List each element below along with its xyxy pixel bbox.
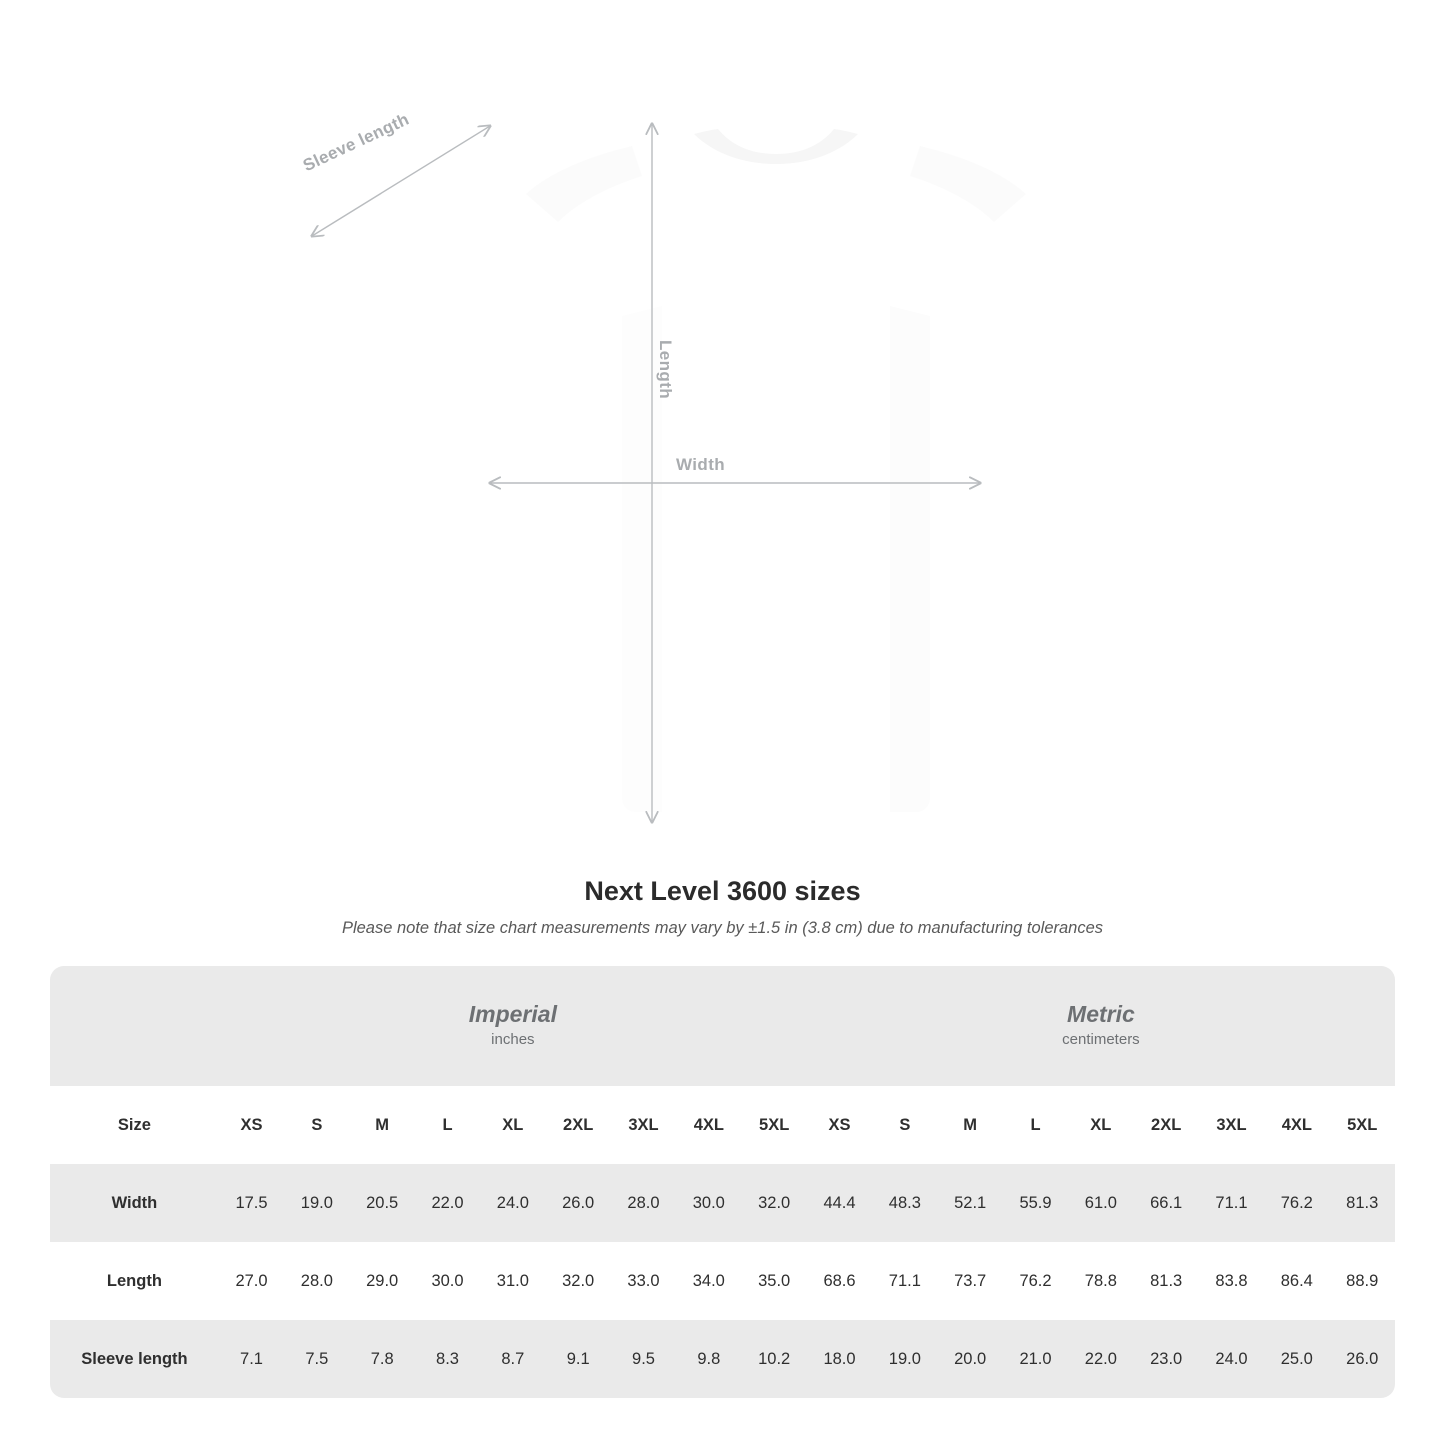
size-header-imperial-5xl: 5XL bbox=[741, 1086, 806, 1164]
cell-sleeve-metric-l: 21.0 bbox=[1003, 1320, 1068, 1398]
cell-length-metric-l: 76.2 bbox=[1003, 1242, 1068, 1320]
unit-group-metric bbox=[807, 966, 1395, 1086]
cell-length-imperial-5xl: 35.0 bbox=[741, 1242, 806, 1320]
size-header-metric-s: S bbox=[872, 1086, 937, 1164]
cell-length-imperial-xl: 31.0 bbox=[480, 1242, 545, 1320]
cell-length-metric-xs: 68.6 bbox=[807, 1242, 872, 1320]
cell-length-imperial-s: 28.0 bbox=[284, 1242, 349, 1320]
unit-group-imperial-sub: inches bbox=[491, 1031, 535, 1049]
cell-sleeve-metric-s: 19.0 bbox=[872, 1320, 937, 1398]
cell-sleeve-imperial-xl: 8.7 bbox=[480, 1320, 545, 1398]
size-header-imperial-2xl: 2XL bbox=[546, 1086, 611, 1164]
tolerance-note: Please note that size chart measurements may vary by ±1.5 in (3.8 cm) due to manufacturing tolerances bbox=[341, 919, 1104, 937]
cell-width-metric-5xl: 81.3 bbox=[1329, 1164, 1395, 1242]
title-block bbox=[0, 876, 1445, 938]
size-header-metric-5xl: 5XL bbox=[1329, 1086, 1395, 1164]
cell-sleeve-metric-m: 20.0 bbox=[938, 1320, 1003, 1398]
cell-sleeve-imperial-5xl: 10.2 bbox=[741, 1320, 806, 1398]
size-header-metric-3xl: 3XL bbox=[1199, 1086, 1264, 1164]
size-header-imperial-m: M bbox=[350, 1086, 415, 1164]
size-header-metric-m: M bbox=[938, 1086, 1003, 1164]
size-table-container bbox=[50, 966, 1395, 1398]
cell-sleeve-metric-4xl: 25.0 bbox=[1264, 1320, 1329, 1398]
size-table bbox=[50, 966, 1395, 1398]
unit-group-metric-sub: centimeters bbox=[1062, 1031, 1140, 1049]
cell-length-metric-2xl: 81.3 bbox=[1134, 1242, 1199, 1320]
size-header-metric-xs: XS bbox=[807, 1086, 872, 1164]
cell-sleeve-imperial-l: 8.3 bbox=[415, 1320, 480, 1398]
cell-width-imperial-m: 20.5 bbox=[350, 1164, 415, 1242]
cell-length-imperial-2xl: 32.0 bbox=[546, 1242, 611, 1320]
cell-width-imperial-2xl: 26.0 bbox=[546, 1164, 611, 1242]
cell-sleeve-metric-xs: 18.0 bbox=[807, 1320, 872, 1398]
sleeve-length-label: Sleeve length bbox=[300, 109, 413, 176]
size-header-metric-l: L bbox=[1003, 1086, 1068, 1164]
size-header-metric-4xl: 4XL bbox=[1264, 1086, 1329, 1164]
size-header-imperial-4xl: 4XL bbox=[676, 1086, 741, 1164]
cell-length-imperial-4xl: 34.0 bbox=[676, 1242, 741, 1320]
cell-sleeve-metric-xl: 22.0 bbox=[1068, 1320, 1133, 1398]
size-header-metric-xl: XL bbox=[1068, 1086, 1133, 1164]
cell-sleeve-imperial-m: 7.8 bbox=[350, 1320, 415, 1398]
cell-sleeve-metric-3xl: 24.0 bbox=[1199, 1320, 1264, 1398]
cell-length-imperial-l: 30.0 bbox=[415, 1242, 480, 1320]
cell-length-metric-5xl: 88.9 bbox=[1329, 1242, 1395, 1320]
cell-width-imperial-s: 19.0 bbox=[284, 1164, 349, 1242]
cell-width-metric-4xl: 76.2 bbox=[1264, 1164, 1329, 1242]
unit-group-imperial-name: Imperial bbox=[468, 1000, 557, 1027]
unit-spacer-cell bbox=[50, 966, 219, 1086]
page-title: Next Level 3600 sizes bbox=[584, 876, 861, 906]
cell-length-metric-xl: 78.8 bbox=[1068, 1242, 1133, 1320]
unit-group-metric-name: Metric bbox=[1067, 1000, 1135, 1027]
size-header-imperial-xs: XS bbox=[219, 1086, 284, 1164]
size-header-imperial-xl: XL bbox=[480, 1086, 545, 1164]
row-label-width: Width bbox=[50, 1164, 219, 1242]
cell-sleeve-imperial-xs: 7.1 bbox=[219, 1320, 284, 1398]
cell-length-imperial-m: 29.0 bbox=[350, 1242, 415, 1320]
cell-width-imperial-4xl: 30.0 bbox=[676, 1164, 741, 1242]
cell-width-imperial-l: 22.0 bbox=[415, 1164, 480, 1242]
cell-width-imperial-3xl: 28.0 bbox=[611, 1164, 676, 1242]
cell-sleeve-imperial-s: 7.5 bbox=[284, 1320, 349, 1398]
cell-width-metric-3xl: 71.1 bbox=[1199, 1164, 1264, 1242]
cell-sleeve-imperial-2xl: 9.1 bbox=[546, 1320, 611, 1398]
cell-width-imperial-xl: 24.0 bbox=[480, 1164, 545, 1242]
cell-length-metric-4xl: 86.4 bbox=[1264, 1242, 1329, 1320]
size-header-label: Size bbox=[50, 1086, 219, 1164]
cell-width-metric-xs: 44.4 bbox=[807, 1164, 872, 1242]
cell-sleeve-metric-5xl: 26.0 bbox=[1329, 1320, 1395, 1398]
size-header-metric-2xl: 2XL bbox=[1134, 1086, 1199, 1164]
row-label-length: Length bbox=[50, 1242, 219, 1320]
tshirt-illustration bbox=[290, 110, 1170, 835]
cell-length-metric-3xl: 83.8 bbox=[1199, 1242, 1264, 1320]
unit-group-imperial bbox=[219, 966, 807, 1086]
cell-width-imperial-xs: 17.5 bbox=[219, 1164, 284, 1242]
cell-length-metric-m: 73.7 bbox=[938, 1242, 1003, 1320]
size-header-imperial-l: L bbox=[415, 1086, 480, 1164]
table-row bbox=[50, 1164, 1395, 1242]
table-row bbox=[50, 1320, 1395, 1398]
cell-width-metric-xl: 61.0 bbox=[1068, 1164, 1133, 1242]
cell-width-imperial-5xl: 32.0 bbox=[741, 1164, 806, 1242]
size-header-imperial-3xl: 3XL bbox=[611, 1086, 676, 1164]
cell-length-imperial-xs: 27.0 bbox=[219, 1242, 284, 1320]
cell-sleeve-imperial-3xl: 9.5 bbox=[611, 1320, 676, 1398]
cell-width-metric-l: 55.9 bbox=[1003, 1164, 1068, 1242]
size-header-row bbox=[50, 1086, 1395, 1164]
unit-header-row bbox=[50, 966, 1395, 1086]
cell-width-metric-m: 52.1 bbox=[938, 1164, 1003, 1242]
length-label: Length bbox=[656, 340, 675, 400]
cell-width-metric-s: 48.3 bbox=[872, 1164, 937, 1242]
cell-length-metric-s: 71.1 bbox=[872, 1242, 937, 1320]
table-row bbox=[50, 1242, 1395, 1320]
width-label: Width bbox=[676, 455, 726, 474]
cell-length-imperial-3xl: 33.0 bbox=[611, 1242, 676, 1320]
size-header-imperial-s: S bbox=[284, 1086, 349, 1164]
cell-sleeve-metric-2xl: 23.0 bbox=[1134, 1320, 1199, 1398]
cell-sleeve-imperial-4xl: 9.8 bbox=[676, 1320, 741, 1398]
cell-width-metric-2xl: 66.1 bbox=[1134, 1164, 1199, 1242]
row-label-sleeve-length: Sleeve length bbox=[50, 1320, 219, 1398]
